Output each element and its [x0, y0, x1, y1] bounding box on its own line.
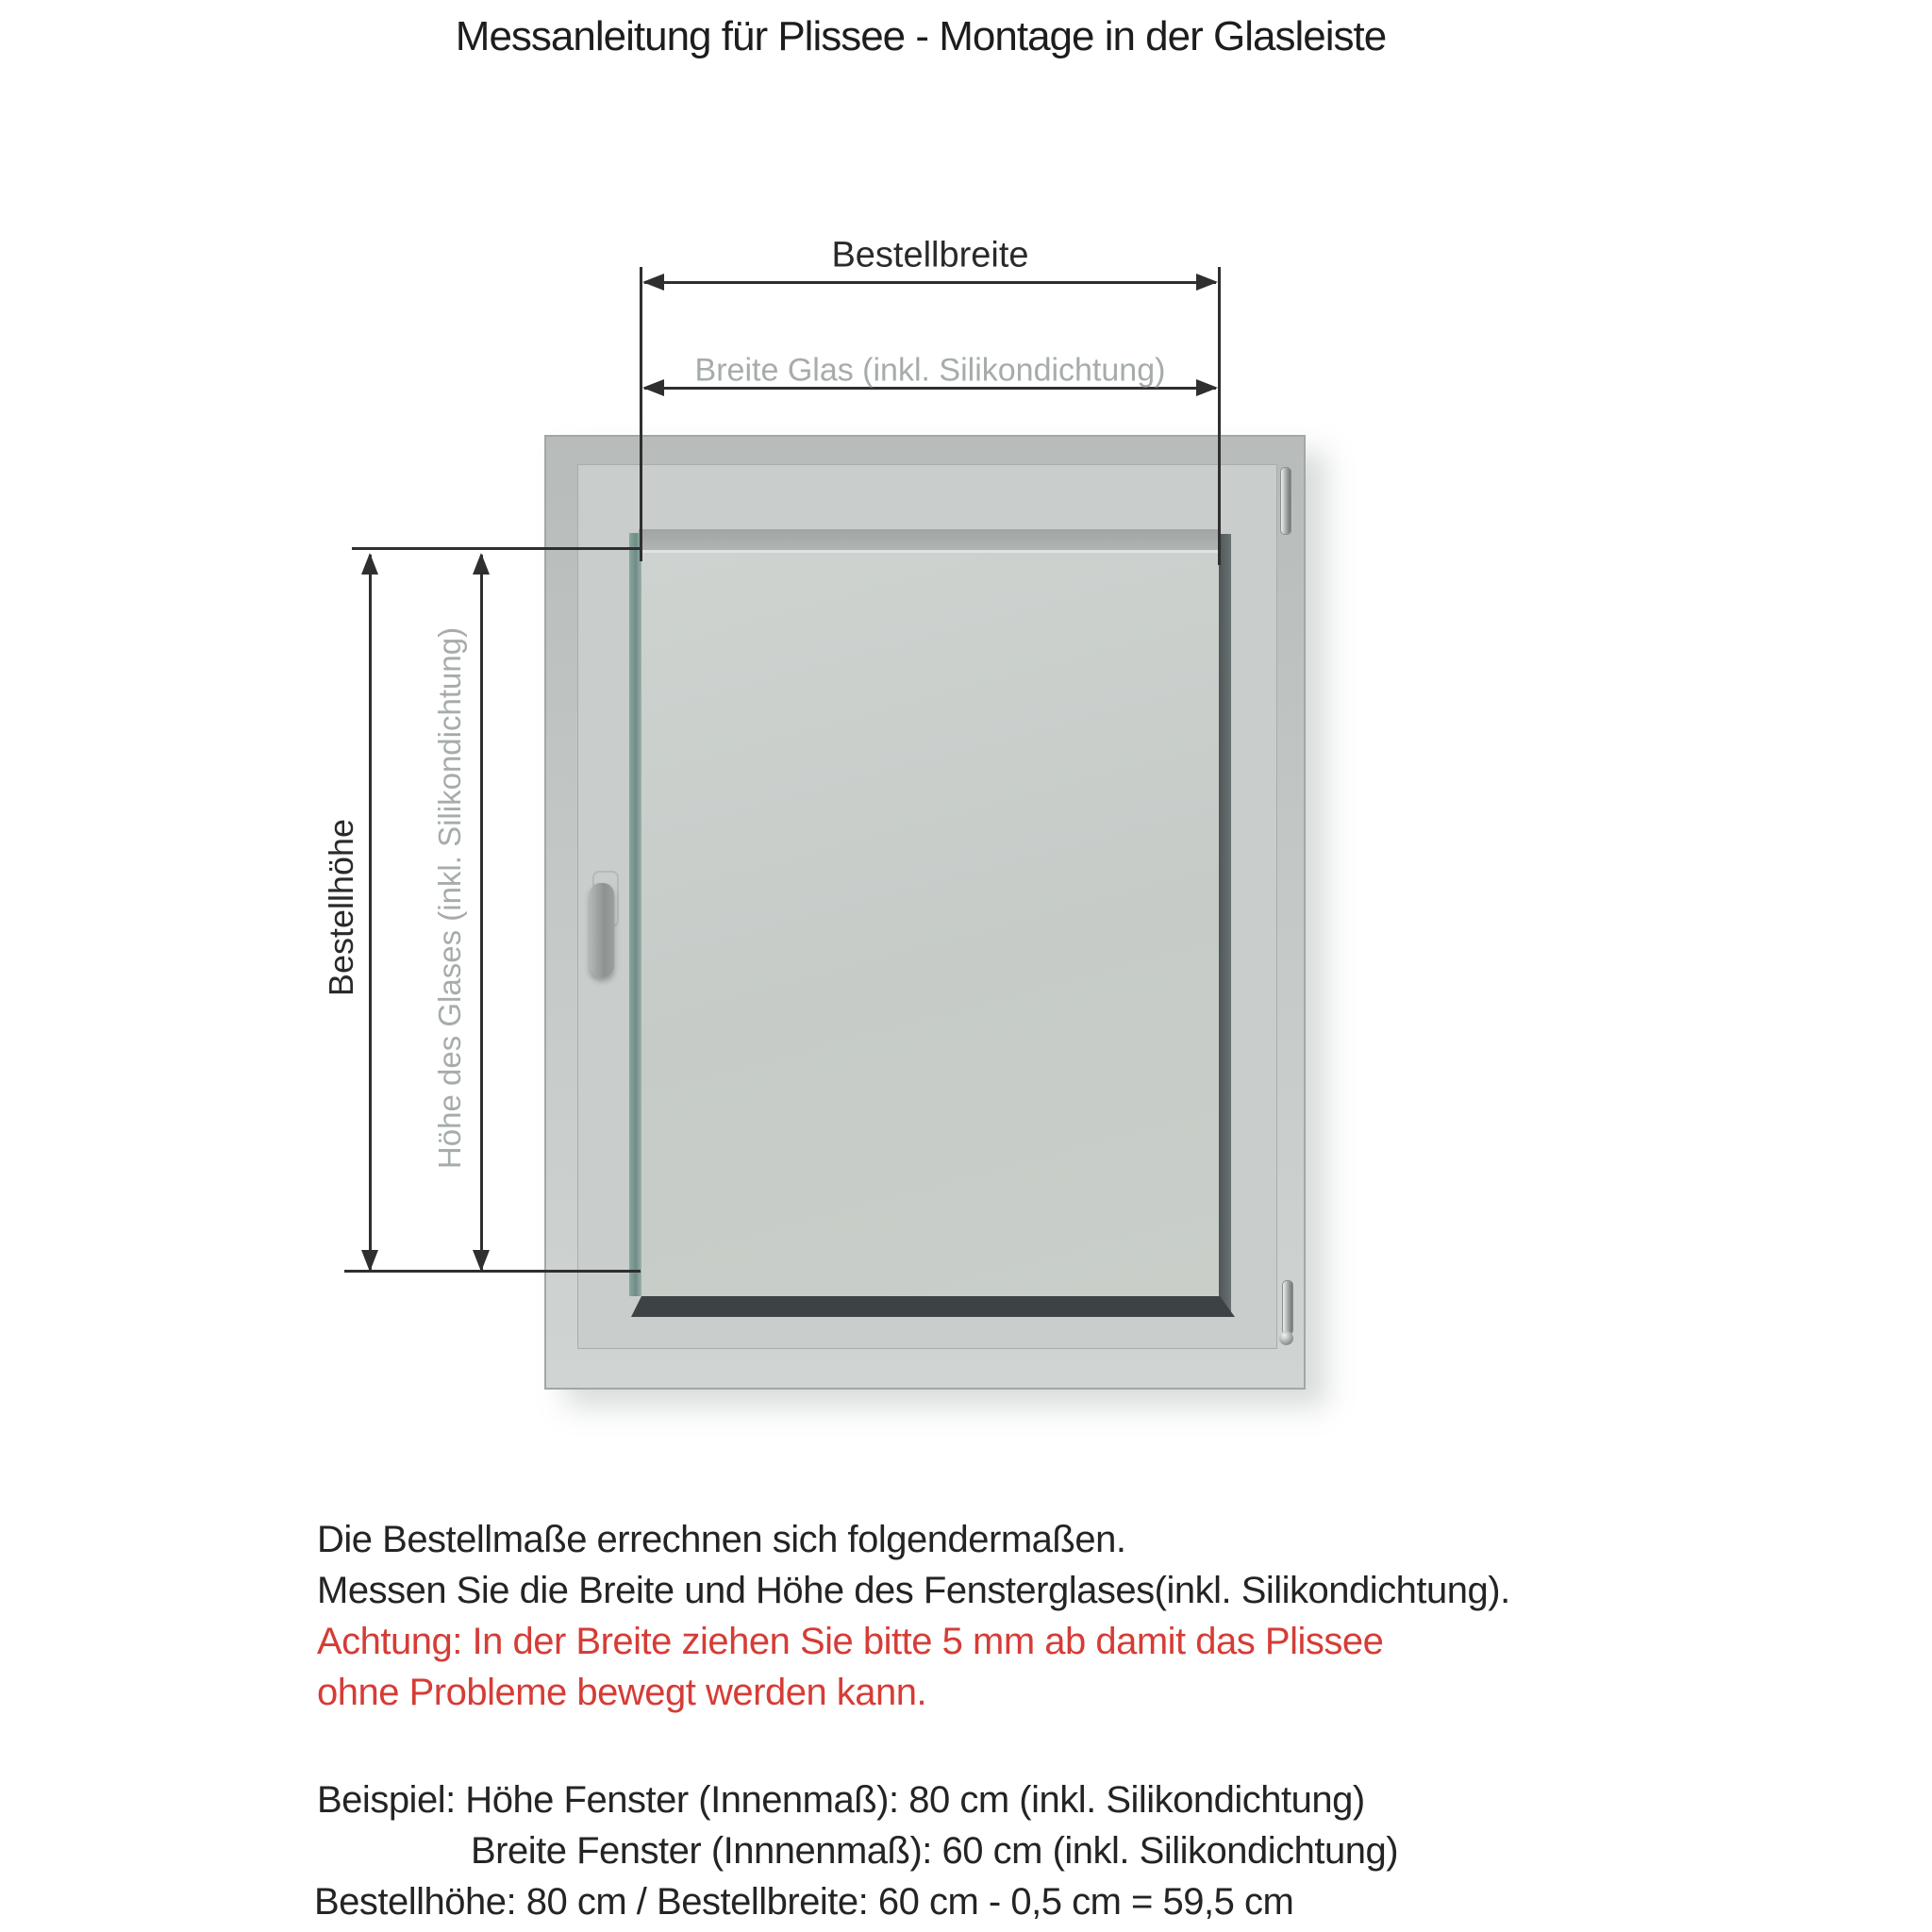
glass-pane	[641, 550, 1220, 1296]
hinge-bottom	[1282, 1280, 1293, 1335]
glass-edge-right	[1219, 534, 1231, 1317]
arrowhead-down-icon	[473, 1250, 490, 1272]
extension-line-height-bottom	[344, 1270, 641, 1273]
hinge-bottom-ball	[1279, 1331, 1293, 1345]
extension-line-width-right	[1218, 267, 1221, 565]
arrowhead-left-icon	[642, 379, 664, 396]
label-order-width: Bestellbreite	[831, 235, 1029, 275]
example-line-3: Bestellhöhe: 80 cm / Bestellbreite: 60 cm - 0,5 cm = 59,5 cm	[314, 1881, 1294, 1923]
instruction-line-2: Messen Sie die Breite und Höhe des Fensterglases(inkl. Silikondichtung).	[317, 1570, 1510, 1611]
example-line-1: Beispiel: Höhe Fenster (Innenmaß): 80 cm (inkl. Silikondichtung)	[317, 1779, 1365, 1821]
hinge-top	[1280, 467, 1291, 535]
glazing-bead-top-highlight	[639, 550, 1221, 553]
glazing-bead-bottom	[631, 1296, 1235, 1317]
glass-edge-left	[629, 533, 641, 1296]
warning-line-1: Achtung: In der Breite ziehen Sie bitte 5 mm ab damit das Plissee	[317, 1621, 1384, 1662]
instruction-line-1: Die Bestellmaße errechnen sich folgendermaßen.	[317, 1519, 1126, 1560]
arrowhead-up-icon	[473, 553, 490, 575]
glazing-bead-top	[639, 529, 1221, 550]
label-glass-height: Höhe des Glases (inkl. Silikondichtung)	[432, 626, 467, 1170]
arrowhead-left-icon	[642, 274, 664, 291]
example-line-2: Breite Fenster (Innnenmaß): 60 cm (inkl. Silikondichtung)	[471, 1830, 1399, 1872]
arrowhead-right-icon	[1196, 274, 1218, 291]
arrowhead-down-icon	[361, 1250, 378, 1272]
extension-line-height-top	[352, 547, 641, 550]
window-handle	[590, 883, 614, 977]
dim-arrow-order-width	[644, 281, 1216, 284]
label-glass-width: Breite Glas (inkl. Silikondichtung)	[694, 352, 1166, 389]
warning-line-2: ohne Probleme bewegt werden kann.	[317, 1672, 927, 1713]
arrowhead-up-icon	[361, 553, 378, 575]
arrowhead-right-icon	[1196, 379, 1218, 396]
extension-line-width-left	[640, 267, 642, 561]
label-order-height: Bestellhöhe	[322, 818, 360, 997]
dim-arrow-order-height	[369, 555, 372, 1270]
dim-arrow-glass-height	[480, 555, 483, 1270]
page-title: Messanleitung für Plissee - Montage in der Glasleiste	[455, 13, 1387, 59]
